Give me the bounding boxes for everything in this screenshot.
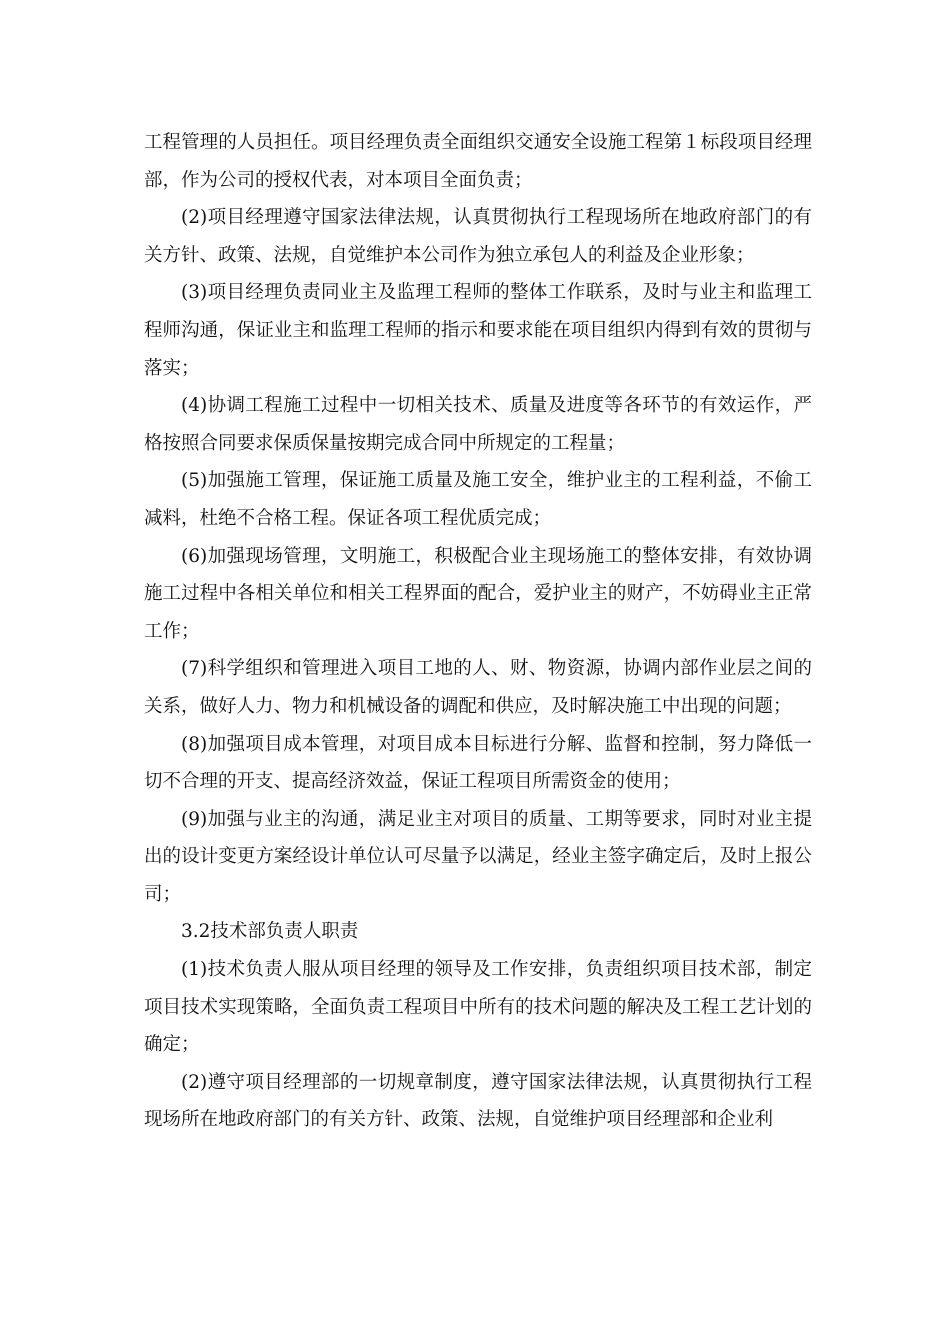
- paragraph: (4)协调工程施工过程中一切相关技术、质量及进度等各环节的有效运作，严格按照合同要求保质保量按期完成合同中所规定的工程量；: [144, 395, 812, 454]
- paragraph: (3)项目经理负责同业主及监理工程师的整体工作联系，及时与业主和监理工程师沟通，保证业主和监理工程师的指示和要求能在项目组织内得到有效的贯彻与落实；: [144, 282, 812, 379]
- paragraph: (5)加强施工管理，保证施工质量及施工安全，维护业主的工程利益，不偷工减料，杜绝不合格工程。保证各项工程优质完成；: [144, 470, 812, 529]
- paragraph: (9)加强与业主的沟通，满足业主对项目的质量、工期等要求，同时对业主提出的设计变更方案经设计单位认可尽量予以满足，经业主签字确定后，及时上报公司；: [144, 808, 812, 905]
- paragraph: (6)加强现场管理，文明施工，积极配合业主现场施工的整体安排，有效协调施工过程中各相关单位和相关工程界面的配合，爱护业主的财产，不妨碍业主正常工作；: [144, 545, 812, 642]
- paragraph: (1)技术负责人服从项目经理的领导及工作安排，负责组织项目技术部，制定项目技术实现策略，全面负责工程项目中所有的技术问题的解决及工程工艺计划的确定；: [144, 959, 812, 1056]
- paragraph: (2)遵守项目经理部的一切规章制度，遵守国家法律法规，认真贯彻执行工程现场所在地政府部门的有关方针、政策、法规，自觉维护项目经理部和企业利: [144, 1071, 812, 1131]
- paragraph: (2)项目经理遵守国家法律法规，认真贯彻执行工程现场所在地政府部门的有关方针、政策、法规，自觉维护本公司作为独立承包人的利益及企业形象；: [144, 207, 812, 266]
- section-heading: 3.2技术部负责人职责: [181, 921, 359, 943]
- paragraph: (7)科学组织和管理进入项目工地的人、财、物资源，协调内部作业层之间的关系，做好人力、物力和机械设备的调配和供应，及时解决施工中出现的问题；: [144, 658, 812, 717]
- document-body: [144, 124, 812, 1139]
- paragraph: (8)加强项目成本管理，对项目成本目标进行分解、监督和控制，努力降低一切不合理的开支、提高经济效益，保证工程项目所需资金的使用；: [144, 733, 812, 793]
- paragraph: 工程管理的人员担任。项目经理负责全面组织交通安全设施工程第１标段项目经理部，作为公司的授权代表，对本项目全面负责；: [144, 132, 812, 191]
